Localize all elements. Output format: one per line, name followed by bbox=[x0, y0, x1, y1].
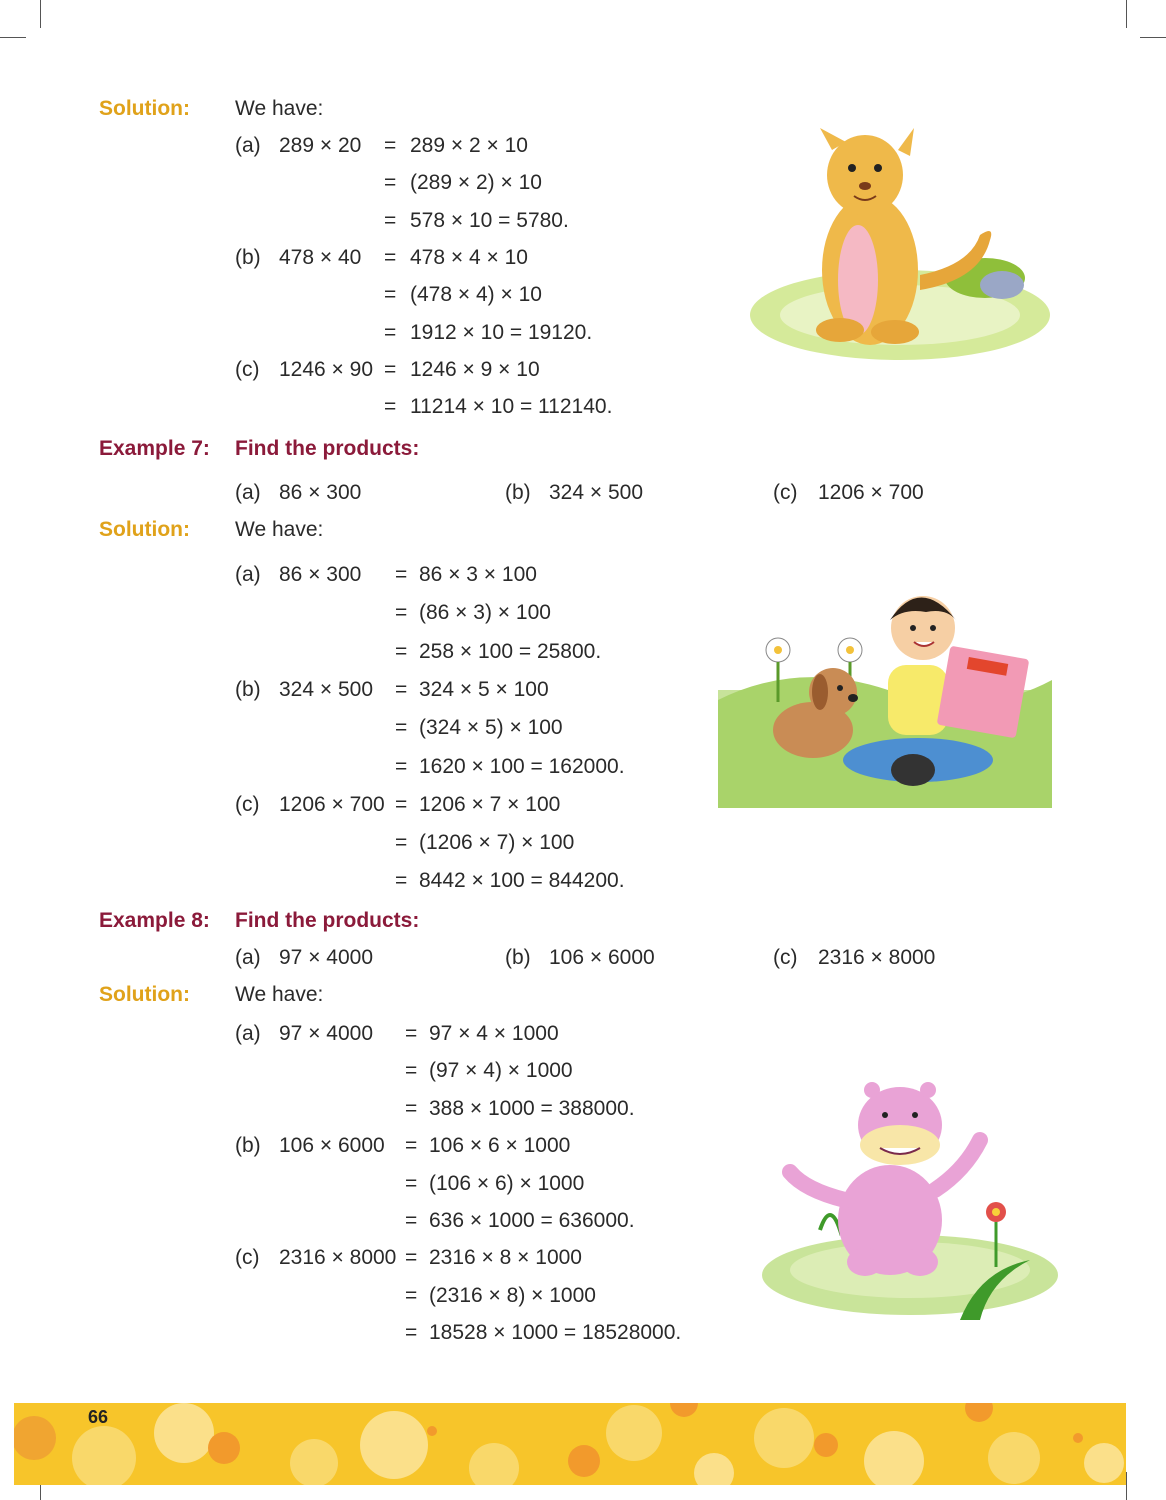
step-rhs: (1206 × 7) × 100 bbox=[419, 831, 575, 855]
step-rhs: 2316 × 8 × 1000 bbox=[429, 1246, 582, 1270]
equals-sign: = bbox=[405, 1022, 418, 1045]
step-part-label: (b) bbox=[235, 1134, 261, 1158]
step-rhs: 636 × 1000 = 636000. bbox=[429, 1209, 635, 1232]
step-part-label: (c) bbox=[235, 1246, 260, 1270]
footer-band bbox=[14, 1403, 1126, 1485]
equals-sign: = bbox=[384, 320, 397, 344]
question-part-label: (a) bbox=[235, 946, 261, 969]
question-expression: 97 × 4000 bbox=[279, 946, 374, 969]
solution-label: Solution: bbox=[99, 518, 190, 541]
crop-mark bbox=[1126, 0, 1127, 28]
step-rhs: 324 × 5 × 100 bbox=[419, 677, 549, 701]
example-8-title: Find the products: bbox=[235, 909, 420, 932]
step-rhs: 388 × 1000 = 388000. bbox=[429, 1096, 635, 1120]
step-lhs: 289 × 20 bbox=[279, 134, 362, 157]
step-lhs: 1246 × 90 bbox=[279, 357, 374, 381]
question-expression: 1206 × 700 bbox=[818, 481, 924, 504]
question-part-label: (c) bbox=[773, 481, 798, 504]
step-lhs: 478 × 40 bbox=[279, 245, 362, 269]
step-rhs: 1620 × 100 = 162000. bbox=[419, 754, 625, 778]
solution-intro: We have: bbox=[235, 983, 324, 1006]
question-expression: 324 × 500 bbox=[549, 481, 644, 504]
step-rhs: 478 × 4 × 10 bbox=[410, 245, 528, 269]
step-part-label: (c) bbox=[235, 357, 260, 381]
question-expression: 86 × 300 bbox=[279, 481, 362, 504]
step-rhs: (478 × 4) × 10 bbox=[410, 283, 542, 307]
step-rhs: (106 × 6) × 1000 bbox=[429, 1171, 585, 1195]
kangaroo-illustration bbox=[740, 120, 1060, 370]
step-rhs: 289 × 2 × 10 bbox=[410, 134, 528, 157]
step-lhs: 324 × 500 bbox=[279, 677, 374, 701]
solution-label: Solution: bbox=[99, 97, 190, 120]
crop-mark bbox=[1126, 1472, 1127, 1500]
equals-sign: = bbox=[405, 1283, 418, 1307]
equals-sign: = bbox=[395, 563, 408, 586]
equals-sign: = bbox=[395, 792, 408, 816]
example-7-label: Example 7: bbox=[99, 437, 210, 460]
equals-sign: = bbox=[395, 831, 408, 855]
step-rhs: (2316 × 8) × 1000 bbox=[429, 1283, 596, 1307]
equals-sign: = bbox=[405, 1171, 418, 1195]
equals-sign: = bbox=[384, 171, 397, 195]
step-lhs: 86 × 300 bbox=[279, 563, 362, 586]
equals-sign: = bbox=[395, 754, 408, 778]
equals-sign: = bbox=[395, 601, 408, 625]
equals-sign: = bbox=[384, 208, 397, 232]
example-8-label: Example 8: bbox=[99, 909, 210, 932]
step-part-label: (a) bbox=[235, 563, 261, 586]
question-part-label: (b) bbox=[505, 946, 531, 969]
equals-sign: = bbox=[384, 245, 397, 269]
footer-dots-decoration bbox=[14, 1403, 1126, 1485]
step-part-label: (c) bbox=[235, 792, 260, 816]
solution-intro: We have: bbox=[235, 97, 324, 120]
step-rhs: (324 × 5) × 100 bbox=[419, 716, 563, 740]
equals-sign: = bbox=[405, 1134, 418, 1158]
step-rhs: (86 × 3) × 100 bbox=[419, 601, 551, 625]
equals-sign: = bbox=[395, 677, 408, 701]
crop-mark bbox=[40, 0, 41, 28]
step-part-label: (a) bbox=[235, 1022, 261, 1045]
step-part-label: (a) bbox=[235, 134, 261, 157]
solution-label: Solution: bbox=[99, 983, 190, 1006]
equals-sign: = bbox=[384, 283, 397, 307]
equals-sign: = bbox=[395, 716, 408, 740]
equals-sign: = bbox=[405, 1059, 418, 1083]
equals-sign: = bbox=[384, 134, 397, 157]
step-lhs: 106 × 6000 bbox=[279, 1134, 385, 1158]
equals-sign: = bbox=[405, 1321, 418, 1345]
step-rhs: 8442 × 100 = 844200. bbox=[419, 869, 625, 893]
step-rhs: 18528 × 1000 = 18528000. bbox=[429, 1321, 682, 1345]
step-part-label: (b) bbox=[235, 677, 261, 701]
question-expression: 106 × 6000 bbox=[549, 946, 655, 969]
equals-sign: = bbox=[395, 639, 408, 663]
step-rhs: 258 × 100 = 25800. bbox=[419, 639, 602, 663]
question-part-label: (a) bbox=[235, 481, 261, 504]
example-7-title: Find the products: bbox=[235, 437, 420, 460]
equals-sign: = bbox=[395, 869, 408, 893]
question-part-label: (b) bbox=[505, 481, 531, 504]
step-lhs: 1206 × 700 bbox=[279, 792, 385, 816]
solution-intro: We have: bbox=[235, 518, 324, 541]
step-rhs: 86 × 3 × 100 bbox=[419, 563, 537, 586]
equals-sign: = bbox=[405, 1096, 418, 1120]
step-lhs: 2316 × 8000 bbox=[279, 1246, 397, 1270]
hippo-illustration bbox=[760, 1070, 1060, 1330]
equals-sign: = bbox=[405, 1246, 418, 1270]
crop-mark bbox=[0, 37, 26, 38]
step-rhs: 106 × 6 × 1000 bbox=[429, 1134, 571, 1158]
crop-mark bbox=[1140, 37, 1166, 38]
step-rhs: 1912 × 10 = 19120. bbox=[410, 320, 593, 344]
step-rhs: (97 × 4) × 1000 bbox=[429, 1059, 573, 1083]
step-lhs: 97 × 4000 bbox=[279, 1022, 374, 1045]
equals-sign: = bbox=[405, 1209, 418, 1232]
step-rhs: 1206 × 7 × 100 bbox=[419, 792, 561, 816]
step-rhs: (289 × 2) × 10 bbox=[410, 171, 542, 195]
step-rhs: 578 × 10 = 5780. bbox=[410, 208, 569, 232]
page-number: 66 bbox=[88, 1407, 109, 1427]
equals-sign: = bbox=[384, 395, 397, 419]
boy-with-dog-illustration bbox=[718, 580, 1052, 808]
step-part-label: (b) bbox=[235, 245, 261, 269]
equals-sign: = bbox=[384, 357, 397, 381]
step-rhs: 1246 × 9 × 10 bbox=[410, 357, 540, 381]
step-rhs: 97 × 4 × 1000 bbox=[429, 1022, 559, 1045]
step-rhs: 11214 × 10 = 112140. bbox=[410, 395, 613, 419]
question-expression: 2316 × 8000 bbox=[818, 946, 936, 969]
question-part-label: (c) bbox=[773, 946, 798, 969]
